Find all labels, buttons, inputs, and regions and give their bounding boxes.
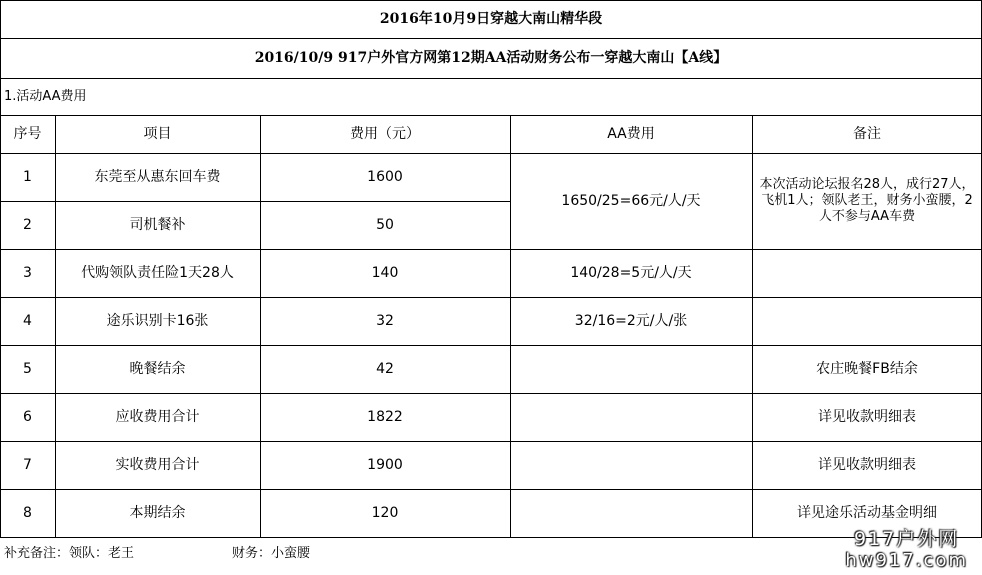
row-no: 6 — [23, 409, 32, 425]
footer-remark: 补充备注：领队：老王 — [4, 546, 135, 561]
header-cost: 费用（元） — [350, 126, 420, 142]
grid-line — [0, 153, 982, 154]
grid-line — [260, 115, 261, 537]
row-no: 3 — [23, 265, 32, 281]
row-item: 东莞至从惠东回车费 — [94, 169, 221, 185]
row-cost: 1900 — [367, 457, 403, 473]
footer-finance: 财务：小蛮腰 — [232, 546, 311, 561]
row-no: 5 — [23, 361, 32, 377]
row-cost: 42 — [376, 361, 394, 377]
row-cost: 140 — [371, 265, 399, 281]
note-row-6: 详见收款明细表 — [818, 409, 916, 425]
row-item: 司机餐补 — [129, 217, 186, 233]
row-item: 代购领队责任险1天28人 — [81, 265, 234, 281]
aa-value-row-4: 32/16=2元/人/张 — [574, 313, 688, 329]
row-item: 应收费用合计 — [115, 409, 200, 425]
row-item: 实收费用合计 — [115, 457, 200, 473]
watermark-line2: hw917.com — [845, 550, 968, 571]
note-row-7: 详见收款明细表 — [818, 457, 916, 473]
grid-line — [0, 441, 982, 442]
row-item: 途乐识别卡16张 — [106, 313, 209, 329]
grid-line — [0, 489, 982, 490]
grid-line — [0, 38, 982, 39]
note-rows-1-2: 本次活动论坛报名28人，成行27人，飞机1人；领队老王，财务小蛮腰，2人不参与AA车费 — [759, 177, 975, 224]
aa-value-row-3: 140/28=5元/人/天 — [570, 265, 692, 281]
header-aa: AA费用 — [607, 126, 655, 142]
grid-line — [0, 537, 982, 538]
row-item: 本期结余 — [129, 505, 186, 521]
row-item: 晚餐结余 — [129, 361, 186, 377]
grid-line — [0, 345, 982, 346]
section-heading: 1.活动AA费用 — [4, 88, 87, 104]
row-cost: 1600 — [367, 169, 403, 185]
grid-line — [0, 0, 982, 1]
grid-line — [0, 201, 510, 202]
report-subtitle: 2016/10/9 917户外官方网第12期AA活动财务公布一穿越大南山【A线】 — [254, 50, 728, 66]
row-no: 4 — [23, 313, 32, 329]
row-no: 1 — [23, 169, 32, 185]
page-title: 2016年10月9日穿越大南山精华段 — [379, 11, 603, 27]
row-cost: 120 — [371, 505, 399, 521]
grid-line — [510, 115, 511, 537]
row-cost: 50 — [376, 217, 394, 233]
note-row-8: 详见途乐活动基金明细 — [797, 505, 937, 521]
row-no: 7 — [23, 457, 32, 473]
row-no: 2 — [23, 217, 32, 233]
note-row-5: 农庄晚餐FB结余 — [816, 361, 918, 377]
grid-line — [752, 115, 753, 537]
grid-line — [0, 249, 982, 250]
grid-line — [0, 0, 1, 537]
row-cost: 1822 — [367, 409, 403, 425]
row-cost: 32 — [376, 313, 394, 329]
watermark-logo — [845, 528, 968, 571]
grid-line — [0, 393, 982, 394]
watermark-line1: 917户外网 — [854, 528, 960, 550]
grid-line — [0, 78, 982, 79]
grid-line — [55, 115, 56, 537]
grid-line — [0, 297, 982, 298]
row-no: 8 — [23, 505, 32, 521]
grid-line — [0, 115, 982, 116]
header-note: 备注 — [853, 126, 881, 142]
header-no: 序号 — [13, 126, 42, 142]
header-item: 项目 — [143, 126, 172, 142]
aa-value-rows-1-2: 1650/25=66元/人/天 — [561, 193, 701, 209]
